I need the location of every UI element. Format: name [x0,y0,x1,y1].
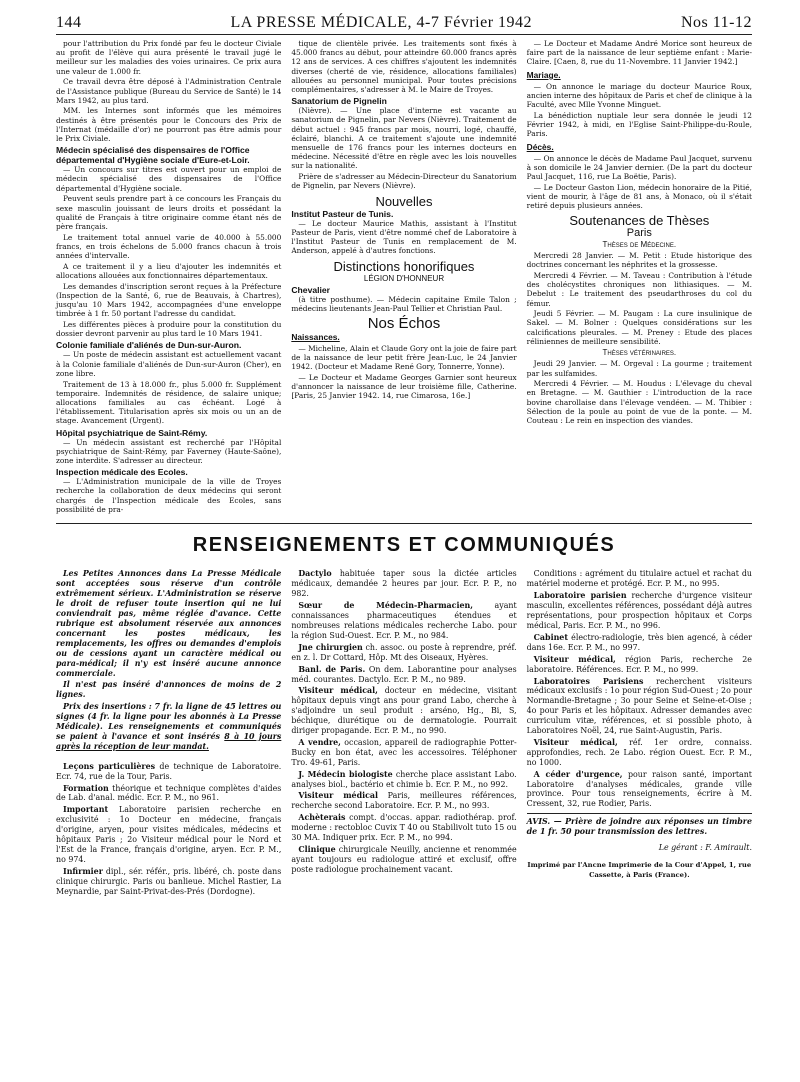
ad [291,845,516,875]
ad [527,770,752,810]
ad [291,813,516,843]
printer-line: Imprimé par l'Ancne Imprimerie de la Cour d'Appel, 1, rue Cassette, à Paris (France). [527,861,752,879]
ad-text: Paris, meilleures références, recherche second Laboratoire. Ecr. P. M., no 993. [291,791,517,811]
mariage-label: Mariage. [526,69,561,80]
paragraph: — Le Docteur et Madame Georges Garnier sont heureux d'annoncer la naissance de leur troisième fille, Catherine. [Paris, 25 Janvier 1942. 14, rue Cimarosa, 16e.] [291,372,517,401]
ad-text: de technique de Laboratoire. Ecr. 74, rue de la Tour, Paris. [56,761,282,781]
ad [527,677,752,736]
ad-lead: Visiteur médical, [533,654,616,664]
ad [291,601,516,641]
naissances-label: Naissances. [291,331,340,342]
ads-column-1 [56,569,281,898]
ads-column-2 [291,569,516,898]
column-2 [291,39,516,515]
paragraph: — Micheline, Alain et Claude Gory ont la joie de faire part de la naissance de leur petit frère Jean-Luc, le 24 Janvier 1942. (Docteur et Madame René Gory, Tonnerre, Yonne). [291,343,517,372]
paragraph: Prière de s'adresser au Médecin-Directeur du Sanatorium de Pignelin, par Nevers (Nièvre). [291,172,517,191]
heading: Colonie familiale d'aliénés de Dun-sur-Auron. [56,340,242,351]
ad [56,762,281,782]
ad-text: réf. 1er ordre, connaiss. approfondies, rech. 2e Labo. région Ouest. Ecr. P. M., no 1000. [526,737,752,767]
ad-lead: Visiteur médical, [298,686,378,696]
ad-text: recherchent visiteurs médicaux exclusifs : 1o pour région Sud-Ouest ; 2o pour Normandie-Bretagne ; 3o pour Seine et Seine-et-Oise ; 4o pour Paris et les hôpitaux. Adresser demandes avec curriculum vitæ, références, et si possible photo, à Laboratoires Noël, 24, rue Saint-Augustin, Paris. [526,676,752,736]
ad-lead: Laboratoires Parisiens [533,676,644,686]
section-title-nouvelles: Nouvelles [375,193,433,209]
paragraph: Mercredi 28 Janvier. — M. Petit : Etude historique des doctrines concernant les néphrites et la grossesse. [526,251,752,270]
ad-lead: Banl. de Paris. [298,664,366,674]
theses-veterinaires-label: Thèses vétérinaires. [602,348,677,358]
paragraph: — Le Docteur et Madame André Morice sont heureux de faire part de la naissance de leur septième enfant : Marie-Claire. [Caen, 8, rue du 11-Novembre. 11 Janvier 1942.] [526,39,752,67]
paragraph: pour l'attribution du Prix fondé par feu le docteur Civiale au profit de l'élève qui aura présenté le travail jugé le meilleur sur les maladies des voies urinaires. Ce prix aura une valeur de 1.000 fr. [56,39,282,76]
ad-lead: Cabinet [533,632,568,642]
ad [291,770,516,790]
paragraph: Jeudi 5 Février. — M. Paugam : La cure insulinique de Sakel. — M. Bolner : Quelques considérations sur les calcifications pleurales. — M. Preney : Etude des places réliniennes de meilleure sensibilité. [526,309,752,346]
theses-medecine-label: Thèses de Médecine. [602,239,677,249]
ad-text: cherche place assistant Labo. analyses biol., bactério et chimie b. Ecr. P. M., no 992. [291,769,517,789]
paris-heading: Paris [626,226,652,239]
paragraph: Les demandes d'inscription seront reçues à la Préfecture (Inspection de la Santé, 6, rue de Beauvais, à Chartres), jusqu'au 10 Mars 1942, accompagnées d'une enveloppe timbrée à 1 fr. 50 portant l'adresse du candidat. [56,281,282,319]
ad-text: ch. assoc. ou poste à reprendre, préf. en z. l. Dr Cottard, Hôp. Mt des Oiseaux, Hyères. [291,642,517,662]
ad-lead: Clinique [298,845,336,854]
column-1 [56,39,281,515]
ad-lead: Achèterais [298,813,346,823]
heading: Médecin spécialisé des dispensaires de l'Office départemental d'Hygiène sociale d'Eure-et-Loir. [56,145,250,166]
paragraph: Jeudi 29 Janvier. — M. Orgeval : La gourme ; traitement par les sulfamides. [526,359,752,378]
paragraph: (à titre posthume). — Médecin capitaine Emile Talon ; médecins lieutenants Jean-Paul Tellier et Christian Paul. [291,294,517,314]
ad [291,665,516,685]
paragraph: — Le docteur Maurice Mathis, assistant à l'Institut Pasteur de Paris, vient d'être nommé chef de Laboratoire à l'Institut Pasteur de Tunis en remplacement de M. Anderson, appelé à d'autres fonctions. [291,218,517,256]
ad [291,686,516,736]
section-title-soutenances: Soutenances de Thèses [569,213,710,229]
paragraph: — Un médecin assistant est recherché par l'Hôpital psychiatrique de Saint-Rémy, par Faverney (Haute-Saône), zone interdite. S'adresser au directeur. [56,437,282,465]
ad-text: recherche d'urgence visiteur masculin, excellentes références, possédant déjà autres représentations, pour prospection hôpitaux et Corps médical, Paris. Ecr. P. M., no 996. [526,591,752,630]
paragraph: Ce travail devra être déposé à l'Administration Centrale de l'Assistance publique (Bureau du Service de Santé) le 14 Mars 1942, au plus tard. [56,77,282,105]
section-title-echos: Nos Échos [367,315,441,333]
page-header [56,14,752,35]
section-divider [56,523,752,524]
ad-lead: Leçons particulières [63,761,156,771]
paragraph: Le traitement total annuel varie de 40.000 à 55.000 francs, en trois échelons de 5.000 francs chacun à trois années d'intervalle. [56,232,282,261]
heading: Sanatorium de Pignelin [291,96,387,107]
ad [527,633,752,653]
notice-paragraph [56,702,281,752]
ad-text: dipl., sér. référ., pris. libéré, ch. poste dans clinique chirurgic. Paris ou banlieue. Michel Rastier, La Meynardie, par Saint-Privat-des-Prés (Dordogne). [56,866,282,896]
paragraph: — On annonce le décès de Madame Paul Jacquet, survenu à son domicile le 24 Janvier dernier. (De la part du docteur Paul Jacquet, 116, rue La Boëtie, Paris). [526,153,752,182]
ad-lead: Formation [63,783,109,793]
paragraph: — Un concours sur titres est ouvert pour un emploi de médecin spécialisé des dispensaires de l'Office départemental d'Hygiène sociale. [56,165,282,193]
ad [527,591,752,631]
ad [291,791,516,811]
paragraph: Mercredi 4 Février. — M. Taveau : Contribution à l'étude des cholécystites chroniques non lithiasiques. — M. Debelut : Le traitement des pseudarthroses du col du fémur. [526,270,752,308]
paragraph: Mercredi 4 Février. — M. Houdus : L'élevage du cheval en Bretagne. — M. Gauthier : L'introduction de la race bovine charollaise dans l'élevage vendéen. — M. Thibier : Sélection de la poule au point de vue de la ponte. — M. Couteau : Le rein en inspection des viandes. [526,379,752,426]
ad-text: occasion, appareil de radiographie Potter-Bucky en bon état, avec les accessoires. Téléphoner Tro. 49-61, Paris. [291,737,517,767]
heading: Institut Pasteur de Tunis. [291,208,394,219]
paragraph: Les différentes pièces à produire pour la constitution du dossier devront parvenir au plus tard le 10 Mars 1941. [56,319,282,339]
ad-lead: Visiteur médical, [533,737,618,747]
gerant-signature: Le gérant : F. Amirault. [658,843,752,853]
page-number: 144 [56,14,82,31]
notice-paragraph: Les Petites Annonces dans La Presse Médicale sont acceptées sous réserve d'un contrôle extrêmement sérieux. L'Administration se réserve le droit de refuser toute insertion qui ne lui conviendrait pas, même réglée d'avance. Cette rubrique est absolument réservée aux annonces concernant les postes médicaux, les remplacements, les offres ou demandes d'emplois ou de cessions ayant un caractère médical ou para-médical; il n'y est inséré aucune annonce commerciale. [56,569,282,678]
ad-text: pour raison santé, important Laboratoire d'analyses médicales, grande ville province. Pour tous renseignements, écrire à M. Cressent, 32, rue Rodier, Paris. [526,769,752,809]
deces-label: Décès. [526,141,554,152]
ad [56,867,281,897]
heading: Hôpital psychiatrique de Saint-Rémy. [56,427,208,438]
paragraph: La bénédiction nuptiale leur sera donnée le jeudi 12 Février 1942, à midi, en l'Eglise Saint-Philippe-du-Roule, Paris. [526,110,752,139]
ad-lead: Dactylo [298,569,332,579]
paragraph: — Le Docteur Gaston Lion, médecin honoraire de la Pitié, vient de mourir, à l'âge de 81 ans, à Monaco, où il s'était retiré depuis plusieurs années. [526,182,752,211]
heading: Inspection médicale des Ecoles. [56,467,188,478]
ad [527,655,752,675]
ad-lead: Jne chirurgien [298,642,363,652]
paragraph: — On annonce le mariage du docteur Maurice Roux, ancien interne des hôpitaux de Paris et chef de clinique à la Faculté, avec Mlle Yvonne Minguet. [526,81,752,110]
heading: Chevalier [291,284,331,295]
ad-lead: J. Médecin biologiste [298,769,393,779]
ad-text: théorique et technique complètes d'aides de Lab. d'anal. médic. Ecr. P. M., no 961. [56,783,282,803]
ad [291,643,516,663]
ad [56,784,281,804]
ad [291,738,516,768]
ads-column-3 [527,569,752,898]
ad-text: Laboratoire parisien recherche en exclusivité : 1o Docteur en médecine, français d'origine, aryen, pour visites médicales, médecins et hôpitaux Paris ; 2o Visiteur médical pour le Nord et l'Est de la France, français d'origine, aryen. Ecr. P. M., no 974. [56,805,282,864]
ad-lead: Important [63,805,109,815]
ad: Conditions : agrément du titulaire actuel et rachat du matériel moderne et protégé. Ecr. P. M., no 995. [526,569,752,589]
paragraph: Traitement de 13 à 18.000 fr., plus 5.000 fr. Supplément temporaire. Indemnités de résidence, de salaire unique; allocations familiales au cas échéant. Logé à l'établissement. Titularisation après six mois ou un an de stage. Avancement (Urgent). [56,379,282,426]
ad-text: habituée taper sous la dictée articles médicaux, demandée 2 heures par jour. Ecr. P. P., no 982. [291,569,517,599]
ad-lead: Visiteur médical [298,791,378,801]
paragraph: Peuvent seuls prendre part à ce concours les Français du sexe masculin jouissant de leurs droits et possédant la qualité de Français à titre originaire comme étant nés de père français. [56,194,282,231]
paragraph: (Nièvre). — Une place d'interne est vacante au sanatorium de Pignelin, par Nevers (Nièvre). Traitement de début actuel : 945 francs par mois, nourri, logé, chauffé, éclairé, blanchi. A ce traitement s'ajoute une indemnité mensuelle de 176 francs pour les internes docteurs en médecine. Nécessité d'être en règle avec les lois nouvelles sur la nationalité. [291,106,517,171]
notice-paragraph: Il n'est pas inséré d'annonces de moins de 2 lignes. [56,680,282,700]
ad-text: On dem. Laborantine pour analyses méd. courantes. Dactylo. Ecr. P. M., no 989. [291,664,517,684]
ad-lead: A céder d'urgence, [533,769,623,779]
ad-lead: A vendre, [298,737,341,747]
ad-text: ayant connaissances pharmaceutiques étendues et nombreuses relations médicales recherche Labo. pour la région Sud-Ouest. Ecr. P. M., no 984. [291,601,517,640]
notice-text: Prix des insertions : 7 fr. la ligne de 45 lettres ou signes (4 fr. la ligne pour les abonnés à La Presse Médicale). Les renseignements et communiqués se paient à l'avance et sont insérés [56,702,282,741]
section-title-distinctions: Distinctions honorifiques [333,258,475,274]
notice-box [56,569,281,751]
ad-lead: Sœur de Médecin-Pharmacien, [298,601,473,611]
paragraph: tique de clientèle privée. Les traitements sont fixés à 45.000 francs au début, pour atteindre 60.000 francs après 12 ans de services. A ces chiffres s'ajoutent les indemnités diverses (cherté de vie, résidence, allocations familiales) allouées au personnel municipal. Pour toutes précisions complémentaires, s'adresser à M. le Maire de Troyes. [291,39,517,95]
ad [56,805,281,864]
ad-text: chirurgicale Neuilly, ancienne et renommée ayant toujours eu radiologue attiré et exclusif, offre poste radiologue prochainement vacant. [291,845,517,874]
column-3 [527,39,752,515]
issue-number: Nos 11-12 [680,14,752,31]
ad [527,738,752,768]
top-columns [56,39,752,515]
paragraph: — L'Administration municipale de la ville de Troyes recherche la collaboration de deux médecins qui seront chargés de l'Inspection médicale des Ecoles, sans possibilité de pra- [56,477,282,514]
ad [291,569,516,599]
paragraph: A ce traitement il y a lieu d'ajouter les indemnités et allocations allouées aux fonctionnaires départementaux. [56,261,282,280]
paragraph: MM. les Internes sont informés que les mémoires destinés à être présentés pour le Concours des Prix de l'Internat (médaille d'or) ne pourront pas être admis pour le Prix Civiale. [56,106,282,144]
announcement-columns [56,569,752,898]
banner-title: RENSEIGNEMENTS ET COMMUNIQUÉS [192,534,616,557]
ad-text: docteur en médecine, visitant hôpitaux depuis vingt ans pour grand Labo, cherche à s'adjoindre un seul produit : arséno, Hg., Bi, S, béchique, diurétique ou de dermatologie. Pourrait diriger propagande. Ecr. P. M., no 990. [291,686,517,736]
avis-notice: AVIS. — Prière de joindre aux réponses un timbre de 1 fr. 50 pour transmission des lettres. [527,813,752,837]
ad-text: compt. d'occas. appar. radiothérap. prof. moderne : rectobloc Cuvix T 40 ou Stabilivolt tuto 15 ou 30 MA. Indiquer prix. Ecr. P. M., no 994. [291,813,517,843]
journal-title: LA PRESSE MÉDICALE, 4-7 Février 1942 [230,14,533,31]
ad-lead: Laboratoire parisien [533,591,627,601]
ad-text: région Paris, recherche 2e laboratoire. Références. Ecr. P. M., no 999. [526,654,752,674]
ad-text: électro-radiologie, très bien agencé, à céder dans 16e. Ecr. P. M., no 997. [526,632,752,652]
notice-text: 8 à 10 jours après la réception de leur mandat. [56,731,282,751]
ad-lead: Infirmier [63,866,103,876]
legion-honneur: LÉGION D'HONNEUR [363,273,445,283]
paragraph: — Un poste de médecin assistant est actuellement vacant à la Colonie familiale d'aliénés de Dun-sur-Auron (Cher), en zone libre. [56,350,282,378]
